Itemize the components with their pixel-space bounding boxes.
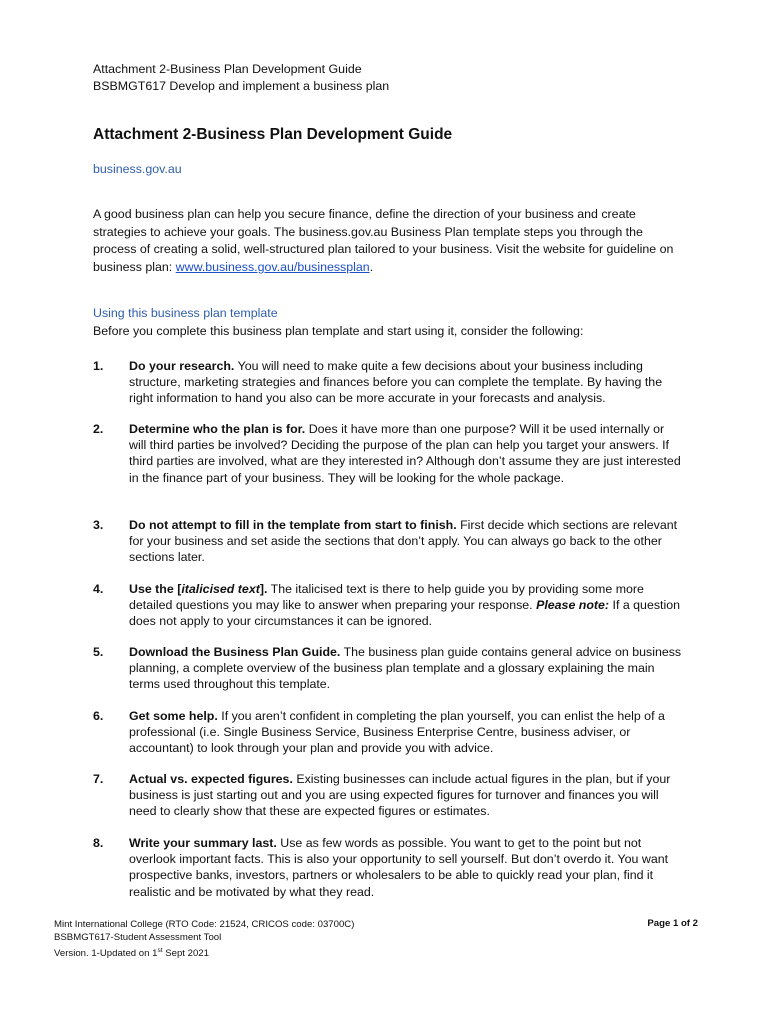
item-number: 1. — [93, 359, 104, 373]
item-text: Existing businesses can include actual figures in the plan, but if your business is just starting out and you are using expected figures for turnover and finances you will need to clearly show that these are expected figures or estimates. — [129, 772, 671, 819]
intro-paragraph — [93, 206, 683, 276]
item-heading: Get some help. — [129, 709, 218, 723]
item-heading: Write your summary last. — [129, 836, 277, 850]
item-heading: Use the [italicised text]. — [129, 582, 268, 596]
item-text: Use as few words as possible. You want to get to the point but not overlook important facts. This is also your opportunity to sell yourself. But don’t overdo it. You want prospective banks, investors, partners or wholesalers to be able to quickly read your plan, find it realistic and be motivated by what they read. — [129, 836, 669, 899]
list-item — [93, 517, 683, 566]
item-text: The business plan guide contains general advice on business planning, a complete overview of the business plan template and a glossary explaining the main terms used throughout this template. — [129, 645, 682, 692]
list-item — [93, 708, 683, 757]
list-item — [93, 771, 683, 820]
item-number: 7. — [93, 772, 104, 786]
please-note: Please note: — [536, 598, 610, 613]
list-item — [93, 581, 683, 630]
item-text: The italicised text is there to help guide you by providing some more detailed questions you may like to answer when preparing your response. — [129, 582, 644, 613]
item-number: 3. — [93, 518, 104, 532]
item-heading: Do not attempt to fill in the template from start to finish. — [129, 518, 457, 532]
item-number: 6. — [93, 709, 104, 723]
list-item — [93, 835, 683, 900]
item-heading: Determine who the plan is for. — [129, 422, 306, 436]
item-heading: Actual vs. expected figures. — [129, 772, 293, 786]
intro-after-link: . — [369, 259, 374, 274]
document-footer — [54, 918, 354, 961]
section-heading: Using this business plan template — [93, 306, 278, 320]
footer-line-1: Mint International College (RTO Code: 21524, CRICOS code: 03700C) — [54, 919, 355, 930]
list-item — [93, 644, 683, 693]
item-heading: Download the Business Plan Guide. — [129, 645, 341, 659]
item-number: 5. — [93, 645, 104, 659]
footer-line-2: BSBMGT617-Student Assessment Tool — [54, 932, 222, 944]
item-text-2: If a question does not apply to your circumstances it can be ignored. — [129, 598, 681, 629]
list-item — [93, 421, 683, 486]
item-number: 2. — [93, 422, 104, 436]
item-text: You will need to make quite a few decisions about your business including structure, marketing strategies and finances before you can complete the template. By having the right information to hand you also can be more accurate in your forecasts and analysis. — [129, 359, 663, 406]
item-number: 4. — [93, 582, 104, 596]
page-number: Page 1 of 2 — [647, 918, 698, 929]
intro-text: A good business plan can help you secure finance, define the direction of your business and create strategies to achieve your goals. The business.gov.au Business Plan template steps you through the process of creating a solid, well-structured plan tailored to your business. Visit the website for guideline on business plan: — [93, 207, 674, 274]
lead-sentence: Before you complete this business plan template and start using it, consider the following: — [93, 324, 584, 338]
item-heading: Do your research. — [129, 359, 235, 373]
website-label: business.gov.au — [93, 162, 182, 176]
list-item — [93, 358, 683, 407]
item-heading-italic: italicised text — [181, 582, 260, 596]
page-title: Attachment 2-Business Plan Development Guide — [93, 126, 453, 143]
item-text: If you aren’t confident in completing the plan yourself, you can enlist the help of a professional (i.e. Single Business Service, Business Enterprise Centre, business adviser, or accountant) to look through your plan and provide you with advice. — [129, 709, 665, 756]
businessplan-link[interactable]: www.business.gov.au/businessplan — [175, 259, 370, 274]
item-text: First decide which sections are relevant for your business and set aside the sections that don’t apply. You can always go back to the other sections later. — [129, 518, 678, 565]
item-text: Does it have more than one purpose? Will it be used internally or will third parties be involved? Deciding the purpose of the plan can help you target your answers. If third parties are involved, what are they interested in? Although don’t assume they are just interested in the finance part of your business. They will be looking for the whole package. — [129, 422, 681, 485]
header-line-2: BSBMGT617 Develop and implement a business plan — [93, 78, 390, 93]
header-line-1: Attachment 2-Business Plan Development Guide — [93, 62, 362, 76]
document-header — [93, 61, 389, 94]
item-number: 8. — [93, 836, 104, 850]
footer-line-3: Version. 1-Updated on 1st Sept 2021 — [54, 947, 209, 960]
